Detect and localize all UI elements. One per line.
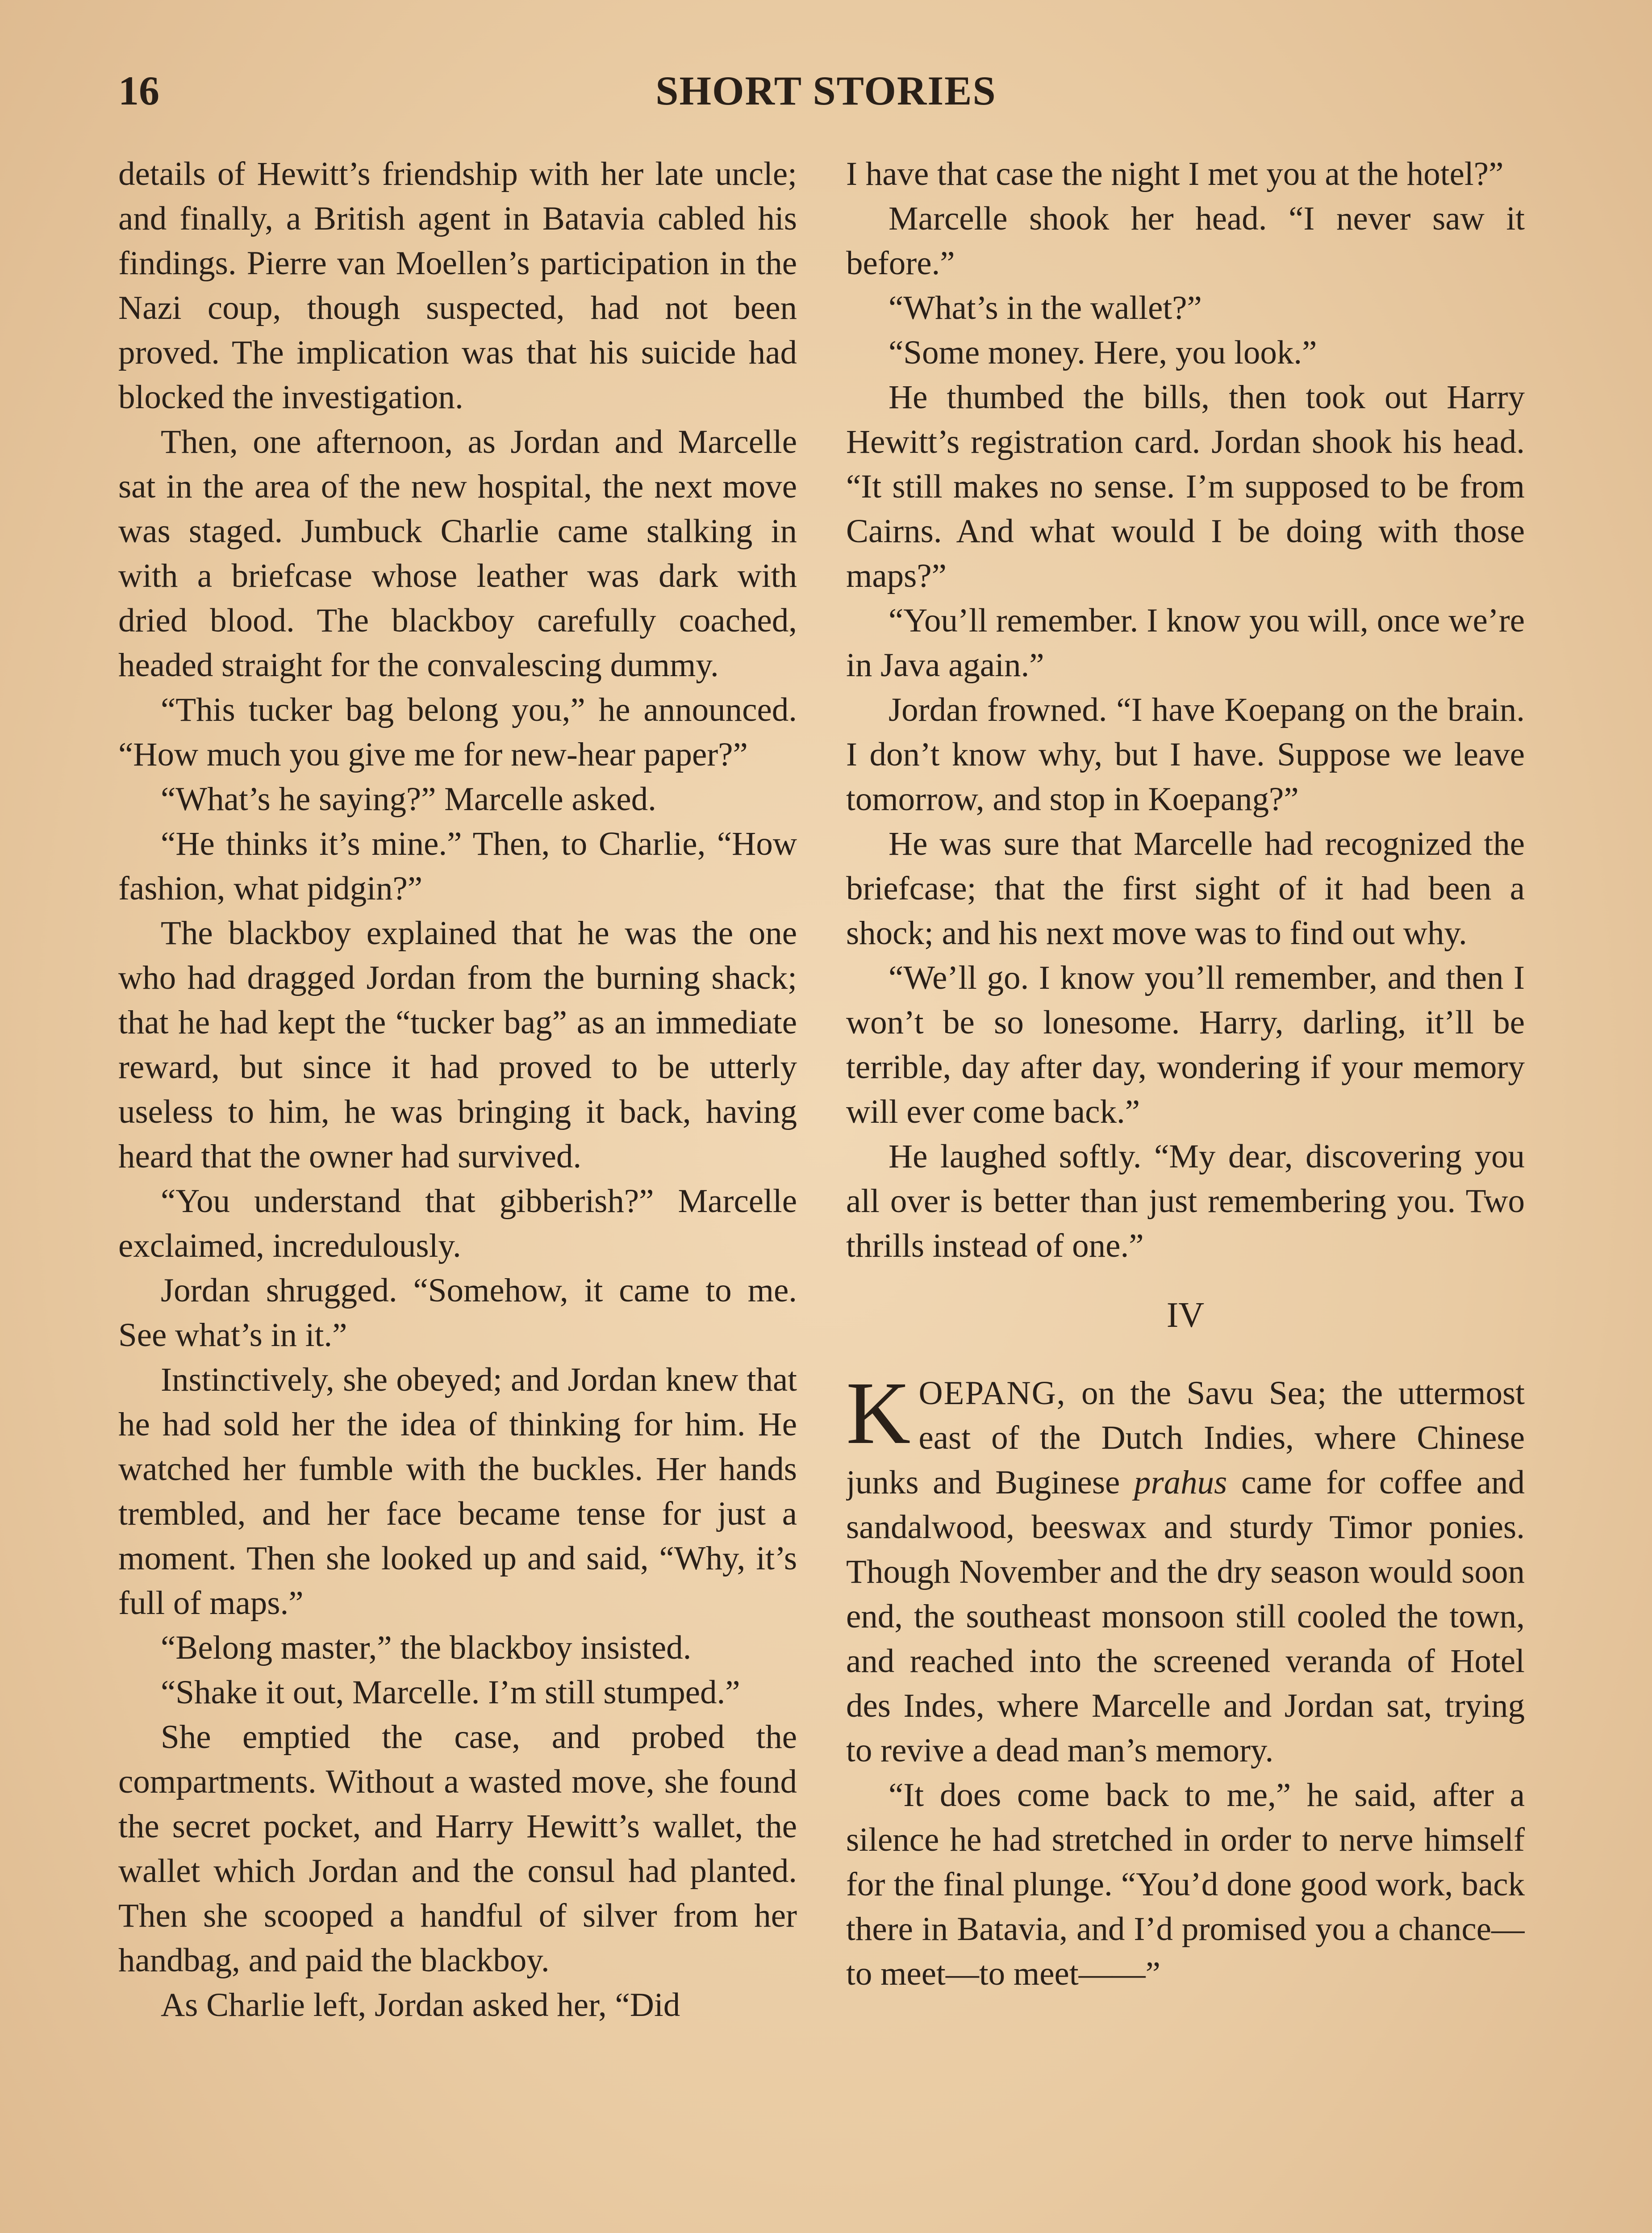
left-column bbox=[118, 152, 797, 2233]
paragraph: As Charlie left, Jordan asked her, “Did bbox=[161, 1986, 680, 2024]
paragraph: “What’s in the wallet?” bbox=[889, 289, 1202, 326]
page-number: 16 bbox=[118, 68, 159, 113]
paragraph: He was sure that Marcelle had recognized the briefcase; that the first sight of it had been a shock; and his next move was to find out why. bbox=[846, 825, 1525, 952]
paragraph-text: on the Savu Sea; the uttermost east of the Dutch Indies, where Chinese junks and Buginese bbox=[846, 1375, 1525, 1501]
section-heading: IV bbox=[1166, 1296, 1205, 1335]
paragraph: Marcelle shook her head. “I never saw it before.” bbox=[846, 200, 1525, 282]
italic-word: prahus bbox=[1134, 1464, 1227, 1501]
paragraph: “You understand that gibberish?” Marcelle exclaimed, incredulously. bbox=[118, 1183, 797, 1264]
paragraph: She emptied the case, and probed the compartments. Without a wasted move, she found the secret pocket, and Harry Hewitt’s wallet, the wallet which Jordan and the consul had planted. Then she scooped a handful of silver from her handbag, and paid the blackboy. bbox=[118, 1719, 797, 1979]
paragraph: I have that case the night I met you at the hotel?” bbox=[846, 155, 1504, 192]
paragraph: The blackboy explained that he was the one who had dragged Jordan from the burning shack; that he had kept the “tucker bag” as an immediate reward, but since it had proved to be utterly useless to him, he was bringing it back, having heard that the owner had survived. bbox=[118, 915, 797, 1175]
paragraph: “It does come back to me,” he said, after a silence he had stretched in order to nerve himself for the final plunge. “You’d done good work, back there in Batavia, and I’d promised you a chance—to meet—to meet——” bbox=[846, 1777, 1525, 1992]
paragraph: “Some money. Here, you look.” bbox=[889, 334, 1317, 371]
paragraph-text: came for coffee and sandalwood, beeswax and sturdy Timor ponies. Though November and the dry season would soon end, the southeast monsoon still cooled the town, and reached into the screened veranda of Hotel des Indes, where Marcelle and Jordan sat, trying to revive a dead man’s memory. bbox=[846, 1464, 1525, 1769]
paragraph: “He thinks it’s mine.” Then, to Charlie, “How fashion, what pidgin?” bbox=[118, 825, 797, 907]
paragraph: “We’ll go. I know you’ll remember, and then I won’t be so lonesome. Harry, darling, it’ll be terrible, day after day, wondering if your memory will ever come back.” bbox=[846, 959, 1525, 1130]
drop-cap-initial: K bbox=[846, 1364, 911, 1463]
lead-in-caps: OEPANG, bbox=[918, 1375, 1066, 1412]
paragraph: “What’s he saying?” Marcelle asked. bbox=[161, 781, 656, 818]
dropcap-paragraph bbox=[846, 1364, 1525, 1773]
paragraph: Then, one afternoon, as Jordan and Marcelle sat in the area of the new hospital, the next move was staged. Jumbuck Charlie came stalking in with a briefcase whose leather was dark with dried blood. The blackboy carefully coached, headed straight for the convalescing dummy. bbox=[118, 423, 797, 684]
paragraph: “You’ll remember. I know you will, once we’re in Java again.” bbox=[846, 602, 1525, 684]
paragraph: “Shake it out, Marcelle. I’m still stumped.” bbox=[161, 1674, 740, 1711]
paragraph: He laughed softly. “My dear, discovering you all over is better than just remembering you. Two thrills instead of one.” bbox=[846, 1138, 1525, 1264]
paragraph: “Belong master,” the blackboy insisted. bbox=[161, 1629, 692, 1666]
page-header bbox=[0, 67, 1652, 125]
paragraph: Instinctively, she obeyed; and Jordan knew that he had sold her the idea of thinking for him. He watched her fumble with the buckles. Her hands trembled, and her face became tense for just a moment. Then she looked up and said, “Why, it’s full of maps.” bbox=[118, 1361, 797, 1622]
paragraph: “This tucker bag belong you,” he announced. “How much you give me for new-hear paper?” bbox=[118, 691, 797, 773]
running-title: SHORT STORIES bbox=[655, 68, 997, 113]
paragraph: He thumbed the bills, then took out Harry Hewitt’s registration card. Jordan shook his head. “It still makes no sense. I’m supposed to be from Cairns. And what would I be doing with those maps?” bbox=[846, 379, 1525, 594]
paragraph: Jordan shrugged. “Somehow, it came to me. See what’s in it.” bbox=[118, 1272, 797, 1354]
paragraph: details of Hewitt’s friendship with her late uncle; and finally, a British agent in Batavia cabled his findings. Pierre van Moellen’s participation in the Nazi coup, though suspected, had not been proved. The implication was that his suicide had blocked the investigation. bbox=[118, 155, 797, 416]
paragraph: Jordan frowned. “I have Koepang on the brain. I don’t know why, but I have. Suppose we leave tomorrow, and stop in Koepang?” bbox=[846, 691, 1525, 818]
right-column bbox=[846, 152, 1525, 2233]
